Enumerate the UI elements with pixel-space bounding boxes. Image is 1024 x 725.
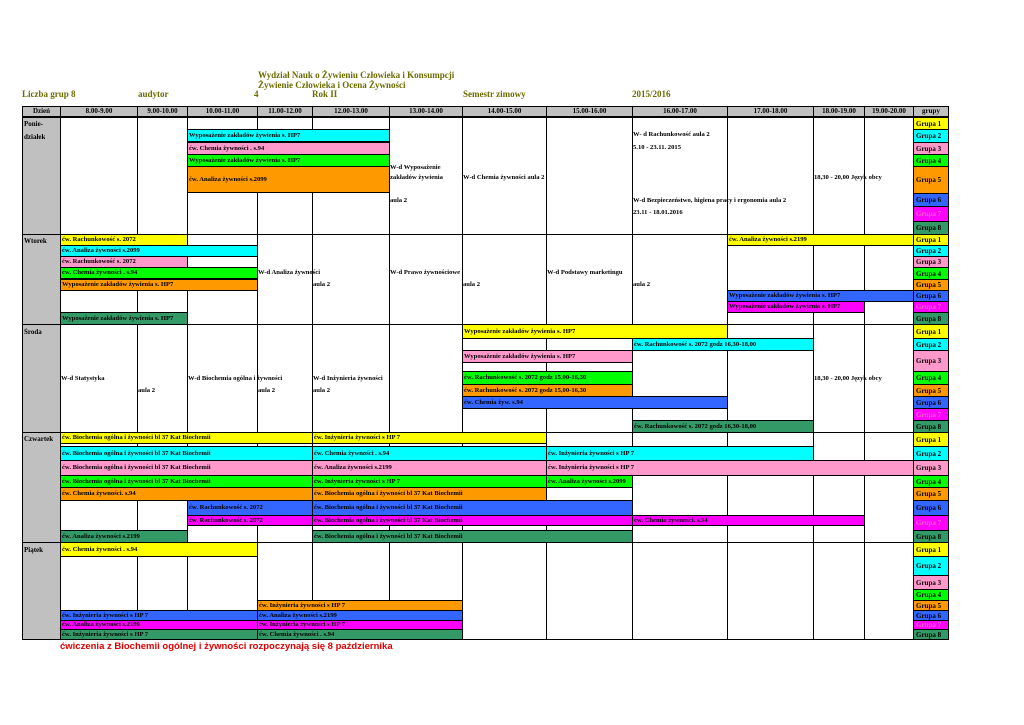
schedule-entry: ćw. Inżynieria żywności s HP 7 [312, 432, 547, 444]
schedule-entry: ćw. Inżynieria żywności s HP 7 [257, 600, 463, 611]
program-title: Żywienie Człowieka i Ocena Żywności [258, 80, 406, 90]
column-header-c7: 14.00-15.00 [462, 106, 547, 117]
schedule-entry: W-d Biochemia ogólna i żywności [188, 375, 283, 382]
schedule-entry: ćw. Inżynieria żywności s HP 7 [257, 620, 463, 630]
schedule-entry: ćw. Chemia żywności . s.94 [257, 629, 463, 640]
schedule-entry: ćw. Inżynieria żywności s HP 7 [312, 475, 547, 488]
group-label: Grupa 2 [913, 245, 949, 257]
schedule-entry: ćw. Biochemia ogólna i żywności bl 37 Kat Biochemii [60, 460, 313, 476]
grid-line [137, 117, 138, 235]
schedule-entry: ćw. Chemia żywności. s.94 [60, 487, 313, 501]
semester: Semestr zimowy [463, 89, 526, 99]
schedule-entry: ćw. Analiza żywności s.2199 [727, 234, 914, 246]
schedule-entry: ćw. Chemia żywności . s.94 [60, 542, 258, 557]
schedule-entry: aula 2 [633, 281, 651, 288]
schedule-entry: aula 2 [258, 387, 276, 394]
schedule-entry: W-d Statystyka [61, 375, 105, 382]
grid-line [727, 542, 728, 640]
schedule-entry: ćw. Inżynieria żywności s HP 7 [546, 446, 814, 461]
group-label: Grupa 1 [913, 324, 949, 339]
schedule-entry: 23.11 - 18.01.2016 [633, 209, 683, 216]
day-cell-fri [22, 542, 60, 639]
group-label: Grupa 8 [913, 221, 949, 235]
groups-count: Liczba grup 8 [22, 89, 76, 99]
column-header-c8: 15.00-16.00 [546, 106, 633, 117]
schedule-entry: Wyposażenie zakładów żywienia s. HP7 [187, 154, 390, 167]
group-label: Grupa 1 [913, 542, 949, 557]
group-label: Grupa 8 [913, 629, 949, 640]
schedule-entry: ćw. Chemia żywności. s.94 [632, 515, 865, 526]
schedule-entry: ćw. Biochemia ogólna i żywności bl 37 Kat Biochemii [60, 446, 313, 461]
group-label: Grupa 7 [913, 408, 949, 421]
group-label: Grupa 6 [913, 396, 949, 409]
schedule-entry: ćw. Chemia żywności . s.94 [312, 446, 547, 461]
schedule-entry: W-d Prawo żywnościowe [390, 269, 461, 276]
academic-year: 2015/2016 [632, 89, 671, 99]
schedule-entry: W-d Analiza żywności [258, 269, 321, 276]
grid-line [546, 542, 547, 640]
day-label: Piątek [24, 546, 44, 554]
day-cell-tue [22, 234, 60, 324]
group-label: Grupa 4 [913, 267, 949, 280]
schedule-entry: 5.10 - 23.11. 2015 [633, 144, 681, 151]
column-header-day: Dzień [22, 106, 61, 117]
group-label: Grupa 4 [913, 589, 949, 601]
group-label: Grupa 7 [913, 206, 949, 222]
schedule-entry: W-d Inżynieria żywności [313, 375, 383, 382]
schedule-entry: ćw. Rachunkowość s. 2072 godz 16,30-18,00 [632, 420, 814, 433]
grid-line [22, 106, 23, 640]
group-label: Grupa 5 [913, 384, 949, 397]
column-header-groups: grupy [913, 106, 949, 117]
auditory-label: audytor [138, 89, 169, 99]
schedule-entry: ćw. Biochemia ogólna i żywności bl 37 Kat Biochemii [60, 475, 313, 488]
footnote: ćwiczenia z Biochemii ogólnej i żywności rozpoczynają się 8 października [60, 641, 393, 652]
auditory-value: 4 [254, 89, 259, 99]
schedule-entry: ćw. Rachunkowość s. 2072 [60, 234, 188, 246]
schedule-entry: 18,30 - 20,00 Język obcy [814, 375, 882, 382]
day-label: działek [24, 133, 46, 141]
group-label: Grupa 5 [913, 487, 949, 501]
group-label: Grupa 6 [913, 500, 949, 516]
grid-line [632, 542, 633, 640]
day-label: Środa [24, 328, 42, 336]
schedule-entry: Wyposażenie zakładów żywienia s. HP7 [60, 279, 258, 291]
column-header-c11: 18.00-19.00 [813, 106, 865, 117]
group-label: Grupa 3 [913, 256, 949, 268]
grid-line [22, 117, 949, 118]
grid-line [813, 542, 814, 640]
group-label: Grupa 7 [913, 515, 949, 531]
group-label: Grupa 8 [913, 312, 949, 325]
schedule-entry: W-d Wyposażenie [390, 164, 441, 171]
schedule-entry: ćw. Analiza żywności s.2099 [187, 166, 390, 193]
schedule-entry: ćw. Inżynieria żywności s HP 7 [60, 629, 258, 640]
schedule-entry: aula 2 [463, 281, 481, 288]
column-header-c6: 13.00-14.00 [389, 106, 463, 117]
schedule-entry: ćw. Inżynieria żywności s HP 7 [546, 460, 914, 476]
group-label: Grupa 1 [913, 117, 949, 130]
faculty-title: Wydział Nauk o Żywieniu Człowieka i Konsumpcji [258, 70, 455, 80]
column-header-c5: 12.00-13.00 [312, 106, 390, 117]
day-cell-thu [22, 432, 60, 542]
schedule-entry: W-d Bezpieczeństwo, higiena pracy i ergonomia aula 2 [633, 197, 787, 204]
grid-line [948, 106, 949, 640]
schedule-entry: W-d Chemia żywności aula 2 [463, 174, 545, 181]
schedule-entry: zakładów żywienia [390, 174, 443, 181]
schedule-entry: ćw. Biochemia ogólna i żywności bl 37 Kat Biochemii [312, 500, 633, 516]
schedule-entry: ćw. Rachunkowość s. 2072 godz 15,00-16,30 [462, 371, 633, 385]
schedule-entry: ćw. Analiza żywności s.2199 [312, 460, 547, 476]
group-label: Grupa 2 [913, 338, 949, 351]
schedule-entry: ćw. Biochemia ogólna i żywności bl 37 Kat Biochemii [312, 515, 633, 526]
column-header-c12: 19.00-20.00 [864, 106, 914, 117]
schedule-entry: Wyposażenie zakładów żywienia s. HP7 [60, 312, 188, 325]
schedule-entry: ćw. Chemia żywności . s.94 [60, 267, 258, 279]
schedule-entry: ćw. Rachunkowość s. 2072 [187, 515, 313, 526]
group-label: Grupa 2 [913, 556, 949, 576]
column-header-c4: 11.00-12.00 [257, 106, 313, 117]
day-cell-wed [22, 324, 60, 432]
schedule-entry: Wyposażenie zakładów żywienia s. HP7 [727, 290, 914, 302]
schedule-entry: aula 2 [138, 387, 156, 394]
group-label: Grupa 1 [913, 234, 949, 246]
schedule-entry: ćw. Analiza żywności s.2199 [257, 610, 463, 621]
group-label: Grupa 3 [913, 142, 949, 155]
study-year: Rok II [312, 89, 338, 99]
group-label: Grupa 5 [913, 279, 949, 291]
group-label: Grupa 7 [913, 301, 949, 313]
group-label: Grupa 4 [913, 475, 949, 488]
schedule-entry: aula 2 [390, 197, 408, 204]
column-header-c3: 10.00-11.00 [187, 106, 258, 117]
column-header-c2: 9.00-10.00 [137, 106, 188, 117]
group-label: Grupa 4 [913, 371, 949, 385]
schedule-entry: ćw. Chemia żywności . s.94 [187, 142, 390, 155]
schedule-entry: Wyposażenie zakładów żywienia s. HP7 [187, 129, 390, 142]
group-label: Grupa 3 [913, 460, 949, 476]
schedule-entry: aula 2 [313, 387, 331, 394]
group-label: Grupa 6 [913, 610, 949, 621]
schedule-entry: ćw. Analiza żywności s.2199 [60, 620, 258, 630]
schedule-entry: ćw. Rachunkowość s. 2072 [60, 256, 188, 268]
schedule-entry: ćw. Chemia żyw. s.94 [462, 396, 728, 409]
group-label: Grupa 2 [913, 129, 949, 143]
day-label: Czwartek [24, 435, 54, 443]
day-label: Ponie- [24, 120, 44, 128]
group-label: Grupa 2 [913, 446, 949, 461]
day-label: Wtorek [24, 237, 47, 245]
group-label: Grupa 5 [913, 600, 949, 611]
schedule-entry: Wyposażenie zakładów żywienia s. HP7 [462, 350, 633, 363]
schedule-entry: W-d Podstawy marketingu [547, 269, 623, 276]
schedule-entry: ćw. Rachunkowość s. 2072 [187, 500, 313, 516]
group-label: Grupa 4 [913, 154, 949, 167]
grid-line [864, 432, 865, 543]
schedule-entry: ćw. Analiza żywności s.2099 [546, 475, 633, 488]
group-label: Grupa 1 [913, 432, 949, 447]
schedule-entry: ćw. Rachunkowość s. 2072 godz 15,00-16,30 [462, 384, 633, 397]
schedule-entry: ćw. Biochemia ogólna i żywności bl 37 Kat Biochemii [312, 530, 633, 543]
schedule-entry: ćw. Inżynieria żywności s HP 7 [60, 610, 258, 621]
group-label: Grupa 6 [913, 193, 949, 207]
schedule-entry: ćw. Analiza żywności s.2199 [60, 530, 188, 543]
group-label: Grupa 7 [913, 620, 949, 630]
column-header-c1: 8.00-9.00 [60, 106, 138, 117]
schedule-entry: ćw. Analiza żywności s.2099 [60, 245, 258, 257]
schedule-entry: Wyposażenie zakładów żywienia s. HP7 [727, 301, 865, 313]
group-label: Grupa 3 [913, 350, 949, 372]
schedule-entry: W- d Rachunkowość aula 2 [633, 131, 710, 138]
column-header-c10: 17.00-18.00 [727, 106, 814, 117]
schedule-entry: ćw. Biochemia ogólna i żywności bl 37 Kat Biochemii [312, 487, 547, 501]
group-label: Grupa 3 [913, 575, 949, 590]
grid-line [60, 117, 61, 235]
group-label: Grupa 6 [913, 290, 949, 302]
schedule-entry: Wyposażenie zakładów żywienia s. HP7 [462, 324, 728, 339]
schedule-entry: aula 2 [313, 281, 331, 288]
grid-line [864, 542, 865, 640]
schedule-entry: 18,30 - 20,00 Język obcy [814, 174, 882, 181]
schedule-entry: ćw. Biochemia ogólna i żywności bl 37 Kat Biochemii [60, 432, 313, 444]
schedule-entry: ćw. Rachunkowość s. 2072 godz 16,30-18,00 [632, 338, 814, 351]
group-label: Grupa 8 [913, 420, 949, 433]
column-header-c9: 16.00-17.00 [632, 106, 728, 117]
group-label: Grupa 5 [913, 166, 949, 194]
group-label: Grupa 8 [913, 530, 949, 543]
